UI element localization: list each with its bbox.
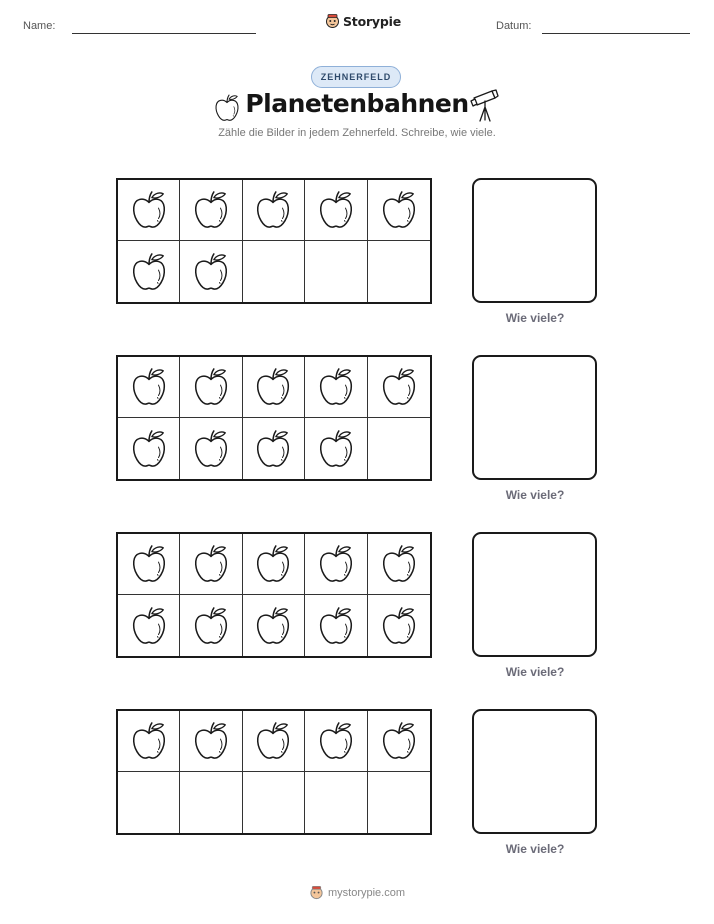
ten-frame-cell xyxy=(243,180,305,241)
answer-box[interactable] xyxy=(472,532,597,657)
ten-frame-cell xyxy=(118,418,180,479)
ten-frame-cell xyxy=(368,595,430,656)
date-label: Datum: xyxy=(496,20,532,32)
apple-icon xyxy=(317,189,355,231)
answer-box[interactable] xyxy=(472,178,597,303)
ten-frame-cell xyxy=(243,241,305,302)
answer-label: Wie viele? xyxy=(505,311,565,325)
topic-badge: ZEHNERFELD xyxy=(311,66,401,88)
apple-icon xyxy=(254,543,292,585)
ten-frame-cell xyxy=(305,180,367,241)
ten-frame-cell xyxy=(305,772,367,833)
instructions: Zähle die Bilder in jedem Zehnerfeld. Schreibe, wie viele. xyxy=(218,127,496,139)
ten-frame-cell xyxy=(368,241,430,302)
ten-frame xyxy=(116,178,432,304)
apple-icon xyxy=(317,366,355,408)
ten-frame-cell xyxy=(118,357,180,418)
answer-box[interactable] xyxy=(472,709,597,834)
ten-frame-cell xyxy=(368,711,430,772)
ten-frame-cell xyxy=(243,595,305,656)
ten-frame-cell xyxy=(118,180,180,241)
apple-icon xyxy=(192,605,230,647)
ten-frame-cell xyxy=(243,418,305,479)
apple-icon xyxy=(380,366,418,408)
ten-frame-cell xyxy=(180,180,242,241)
ten-frame-cell xyxy=(368,418,430,479)
apple-icon xyxy=(317,428,355,470)
ten-frame-cell xyxy=(243,772,305,833)
apple-icon xyxy=(254,189,292,231)
apple-icon xyxy=(317,720,355,762)
page-title: Planetenbahnen xyxy=(245,89,469,118)
storypie-mascot-icon xyxy=(309,885,324,900)
apple-icon xyxy=(192,428,230,470)
apple-icon xyxy=(130,189,168,231)
ten-frame-cell xyxy=(305,534,367,595)
ten-frame xyxy=(116,709,432,835)
ten-frame xyxy=(116,355,432,481)
ten-frame-cell xyxy=(243,711,305,772)
ten-frame-cell xyxy=(180,772,242,833)
ten-frame-cell xyxy=(368,534,430,595)
ten-frame-cell xyxy=(305,241,367,302)
apple-icon xyxy=(380,189,418,231)
ten-frame-cell xyxy=(305,711,367,772)
ten-frame-cell xyxy=(180,595,242,656)
answer-label: Wie viele? xyxy=(505,842,565,856)
ten-frame-cell xyxy=(368,772,430,833)
apple-icon xyxy=(192,366,230,408)
brand-logo xyxy=(325,13,401,29)
ten-frame xyxy=(116,532,432,658)
ten-frame-cell xyxy=(180,357,242,418)
ten-frame-cell xyxy=(118,595,180,656)
apple-icon xyxy=(254,605,292,647)
footer-url[interactable]: mystorypie.com xyxy=(327,886,406,899)
ten-frame-cell xyxy=(118,711,180,772)
date-line[interactable] xyxy=(542,33,690,34)
ten-frame-cell xyxy=(118,534,180,595)
brand-name: Storypie xyxy=(343,13,401,29)
telescope-icon xyxy=(470,89,500,123)
ten-frame-cell xyxy=(180,711,242,772)
ten-frame-cell xyxy=(243,534,305,595)
ten-frame-cell xyxy=(118,241,180,302)
footer xyxy=(0,885,714,900)
apple-icon xyxy=(130,251,168,293)
apple-icon xyxy=(254,720,292,762)
apple-icon xyxy=(254,366,292,408)
ten-frame-cell xyxy=(118,772,180,833)
apple-icon xyxy=(192,189,230,231)
apple-icon xyxy=(380,543,418,585)
apple-icon xyxy=(380,605,418,647)
name-label: Name: xyxy=(23,20,56,32)
apple-icon xyxy=(317,605,355,647)
name-line[interactable] xyxy=(72,33,256,34)
answer-label: Wie viele? xyxy=(505,488,565,502)
apple-icon xyxy=(317,543,355,585)
apple-icon xyxy=(192,543,230,585)
storypie-mascot-icon xyxy=(325,13,340,29)
apple-icon xyxy=(192,720,230,762)
ten-frame-cell xyxy=(180,534,242,595)
answer-box[interactable] xyxy=(472,355,597,480)
ten-frame-cell xyxy=(305,595,367,656)
apple-icon xyxy=(380,720,418,762)
apple-icon xyxy=(130,366,168,408)
apple-icon xyxy=(192,251,230,293)
ten-frame-cell xyxy=(368,180,430,241)
ten-frame-cell xyxy=(180,241,242,302)
apple-icon xyxy=(130,543,168,585)
apple-icon xyxy=(130,605,168,647)
apple-icon xyxy=(254,428,292,470)
ten-frame-cell xyxy=(368,357,430,418)
ten-frame-cell xyxy=(180,418,242,479)
apple-icon xyxy=(130,720,168,762)
ten-frame-cell xyxy=(243,357,305,418)
ten-frame-cell xyxy=(305,357,367,418)
answer-label: Wie viele? xyxy=(505,665,565,679)
ten-frame-cell xyxy=(305,418,367,479)
apple-icon xyxy=(130,428,168,470)
